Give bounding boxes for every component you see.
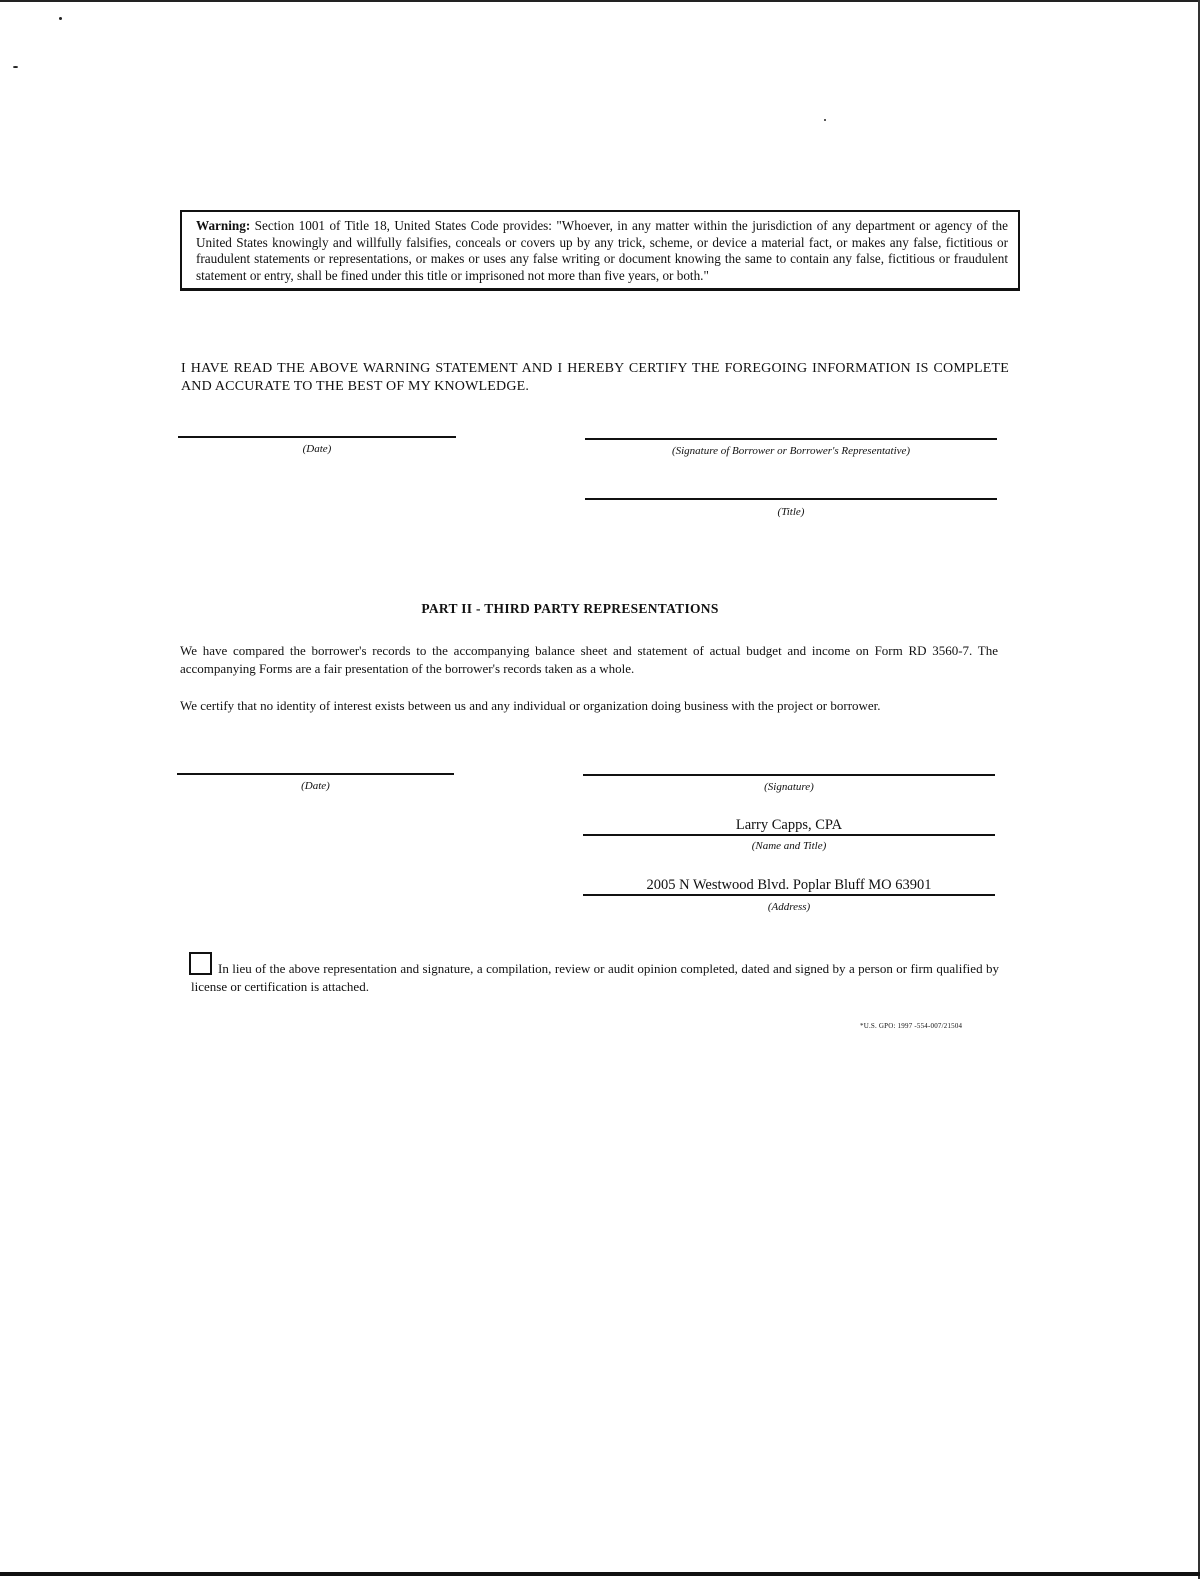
title-caption: (Title) [777,506,805,518]
title-line[interactable] [585,498,997,500]
part-ii-paragraph-1: We have compared the borrower's records to the accompanying balance sheet and statement of actual budget and income on Form RD 3560-7. The accompanying Forms are a fair presentation of the borrower's records taken as a whole. [180,643,998,676]
name-and-title-caption: (Name and Title) [751,840,827,852]
warning-box [180,210,1020,291]
page-edge-top [0,0,1200,2]
warning-label: Warning: [196,218,251,233]
name-and-title-value: Larry Capps, CPA [735,817,843,833]
borrower-signature-caption: (Signature of Borrower or Borrower's Representative) [671,445,911,457]
borrower-signature-line[interactable] [585,438,997,440]
date-line[interactable] [178,436,456,438]
part-ii-heading: PART II - THIRD PARTY REPRESENTATIONS [421,601,719,616]
address-value: 2005 N Westwood Blvd. Poplar Bluff MO 63901 [646,877,932,893]
attached-opinion-text: In lieu of the above representation and signature, a compilation, review or audit opinion completed, dated and signed by a person or firm qualified by license or certification is attached. [191,961,999,994]
page-edge-bottom [0,1572,1200,1576]
date-caption: (Date) [302,443,332,455]
warning-text: Section 1001 of Title 18, United States Code provides: "Whoever, in any matter within the jurisdiction of any department or agency of the United States knowingly and willfully falsifies, conceals or covers up by any trick, scheme, or device a material fact, or makes any false, fictitious or fraudulent statements or representations, or makes or uses any false writing or document knowing the same to contain any false, fictitious or fraudulent statement or entry, shall be fined under this title or imprisoned not more than five years, or both." [196,218,1009,283]
third-party-signature-line[interactable] [583,774,995,776]
date-caption: (Date) [301,780,330,792]
certification-statement: I HAVE READ THE ABOVE WARNING STATEMENT AND I HEREBY CERTIFY THE FOREGOING INFORMATION IS COMPLETE AND ACCURATE TO THE BEST OF MY KNOWLEDGE. [181,361,1009,394]
part-ii-paragraph-2: We certify that no identity of interest exists between us and any individual or organization doing business with the project or borrower. [180,698,881,713]
scan-speck [13,66,18,68]
address-line[interactable] [583,894,995,896]
third-party-signature-caption: (Signature) [764,781,814,793]
address-caption: (Address) [767,901,811,913]
name-and-title-line[interactable] [583,834,995,836]
gpo-note: *U.S. GPO: 1997 -554-007/21504 [860,1022,963,1030]
scan-speck [59,17,62,20]
scan-speck [824,119,826,121]
date-line[interactable] [177,773,454,775]
